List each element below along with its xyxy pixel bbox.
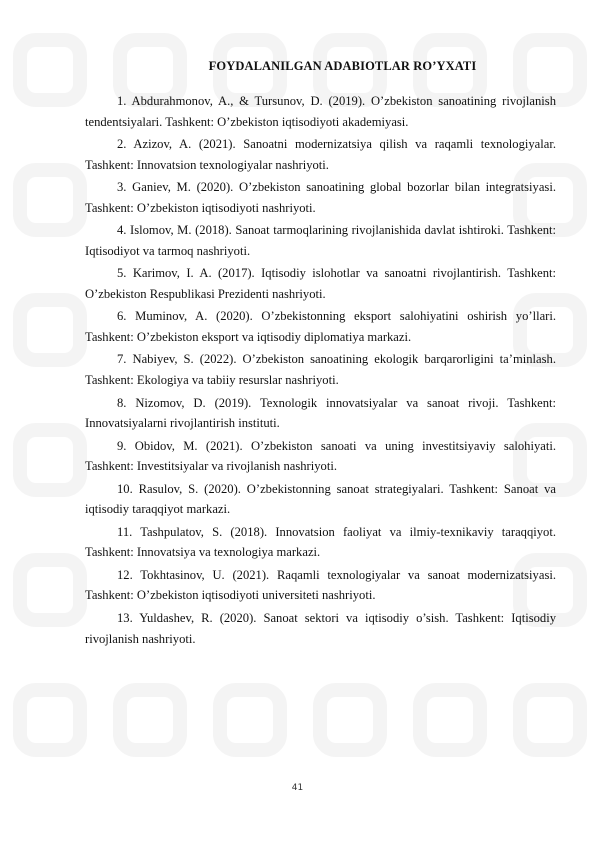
reference-item: 11. Tashpulatov, S. (2018). Innovatsion faoliyat va ilmiy-texnikaviy taraqqiyot. Tashkent: Innovatsiya va texnologiya markazi. [85, 524, 556, 560]
reference-list [85, 91, 556, 649]
reference-item: 13. Yuldashev, R. (2020). Sanoat sektori va iqtisodiy o’sish. Tashkent: Iqtisodiy rivojlanish nashriyoti. [85, 610, 556, 646]
page-number: 41 [291, 783, 304, 793]
reference-item: 3. Ganiev, M. (2020). O’zbekiston sanoatining global bozorlar bilan integratsiyasi. Tashkent: O’zbekiston iqtisodiyoti nashriyoti. [85, 180, 556, 215]
reference-item: 6. Muminov, A. (2020). O’zbekistonning eksport salohiyatini oshirish yo’llari. Tashkent: O’zbekiston eksport va iqtisodiy diplomatiya markazi. [85, 309, 556, 344]
page-title: FOYDALANILGAN ADABIOTLAR RO’YXATI [208, 59, 477, 73]
document-body [85, 58, 556, 651]
reference-item: 7. Nabiyev, S. (2022). O’zbekiston sanoatining ekologik barqarorligini ta’minlash. Tashkent: Ekologiya va tabiiy resurslar nashriyoti. [85, 352, 556, 388]
reference-item: 8. Nizomov, D. (2019). Texnologik innovatsiyalar va sanoat rivoji. Tashkent: Innovatsiyalarni rivojlantirish instituti. [85, 395, 556, 431]
reference-item: 2. Azizov, A. (2021). Sanoatni modernizatsiya qilish va raqamli texnologiyalar. Tashkent: Innovatsion texnologiyalar nashriyoti. [85, 137, 556, 172]
reference-item: 4. Islomov, M. (2018). Sanoat tarmoqlarining rivojlanishida davlat ishtiroki. Tashkent: Iqtisodiyot va tarmoq nashriyoti. [85, 223, 556, 258]
reference-item: 10. Rasulov, S. (2020). O’zbekistonning sanoat strategiyalari. Tashkent: Sanoat va iqtisodiy taraqqiyot markazi. [85, 481, 556, 517]
reference-item: 1. Abdurahmonov, A., & Tursunov, D. (2019). O’zbekiston sanoatining rivojlanish tendentsiyalari. Tashkent: O’zbekiston iqtisodiyoti akademiyasi. [85, 94, 556, 129]
reference-item: 9. Obidov, M. (2021). O’zbekiston sanoati va uning investitsiyaviy salohiyati. Tashkent: Investitsiyalar va rivojlanish nashriyoti. [85, 438, 556, 474]
reference-item: 12. Tokhtasinov, U. (2021). Raqamli texnologiyalar va sanoat modernizatsiyasi. Tashkent: O’zbekiston iqtisodiyoti universiteti nashriyoti. [85, 567, 556, 603]
reference-item: 5. Karimov, I. A. (2017). Iqtisodiy islohotlar va sanoatni rivojlantirish. Tashkent: O’zbekiston Respublikasi Prezidenti nashriyoti. [85, 266, 556, 301]
